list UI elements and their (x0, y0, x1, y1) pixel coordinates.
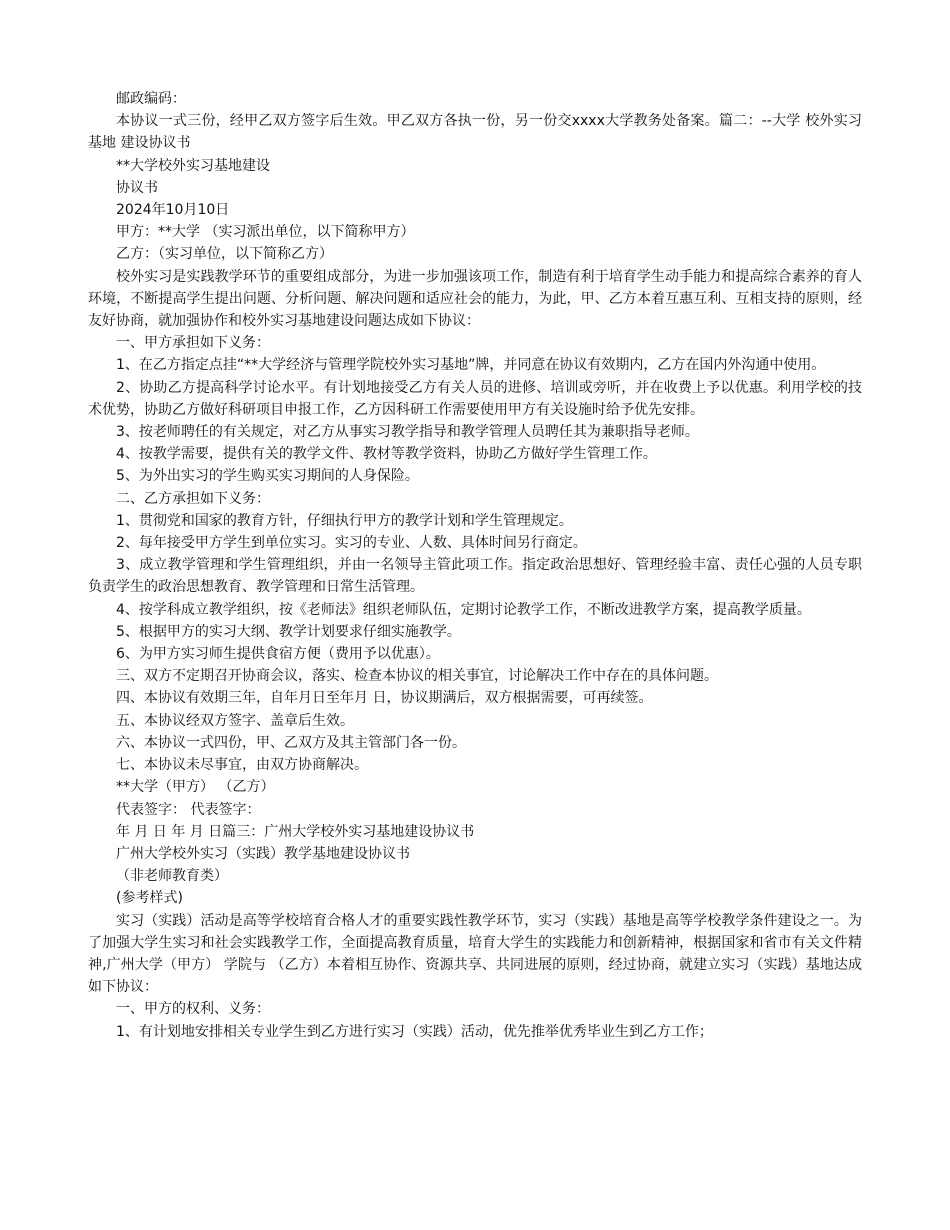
paragraph: **大学校外实习基地建设 (116, 157, 270, 174)
paragraph: 七、本协议未尽事宜，由双方协商解决。 (116, 757, 368, 774)
paragraph: 一、甲方承担如下义务： (116, 335, 270, 352)
paragraph: 实习（实践）活动是高等学校培育合格人才的重要实践性教学环节，实习（实践）基地是高等学校教学条件建设之一。为了加强大学生实习和社会实践教学工作，全面提高教育质量，培育大学生的实践能力和创新精神，根据国家和省市有关文件精神,广州大学（甲方） 学院与 （乙方）本着相互协作、资源共享、共同进展的原则，经过协商，就建立实习（实践）基地达成如下协议： (88, 912, 862, 996)
paragraph: 五、本协议经双方签字、盖章后生效。 (116, 712, 354, 729)
paragraph: 六、本协议一式四份，甲、乙双方及其主管部门各一份。 (116, 734, 466, 751)
paragraph: 广州大学校外实习（实践）教学基地建设协议书 (116, 845, 410, 862)
paragraph: 1、有计划地安排相关专业学生到乙方进行实习（实践）活动，优先推举优秀毕业生到乙方工作； (116, 1023, 713, 1040)
paragraph: 4、按教学需要，提供有关的教学文件、教材等教学资料，协助乙方做好学生管理工作。 (116, 446, 657, 463)
paragraph: 3、按老师聘任的有关规定，对乙方从事实习教学指导和教学管理人员聘任其为兼职指导老师。 (116, 424, 699, 441)
paragraph: 2、协助乙方提高科学讨论水平。有计划地接受乙方有关人员的进修、培训或旁听，并在收费上予以优惠。利用学校的技术优势，协助乙方做好科研项目申报工作，乙方因科研工作需要使用甲方有关设施时给予优先安排。 (88, 379, 862, 418)
paragraph: **大学（甲方） （乙方） (116, 779, 275, 796)
paragraph: (参考样式) (116, 890, 183, 907)
paragraph: 5、为外出实习的学生购买实习期间的人身保险。 (116, 468, 419, 485)
paragraph: 三、双方不定期召开协商会议，落实、检查本协议的相关事宜，讨论解决工作中存在的具体问题。 (116, 668, 718, 685)
paragraph: 2、每年接受甲方学生到单位实习。实习的专业、人数、具体时间另行商定。 (116, 535, 587, 552)
paragraph: 1、在乙方指定点挂“**大学经济与管理学院校外实习基地”牌，并同意在协议有效期内，乙方在国内外沟通中使用。 (116, 357, 826, 374)
paragraph: 甲方：**大学 （实习派出单位，以下简称甲方） (116, 224, 415, 241)
paragraph: 1、贯彻党和国家的教育方针，仔细执行甲方的教学计划和学生管理规定。 (116, 512, 573, 529)
paragraph: 一、甲方的权利、义务： (116, 1001, 270, 1018)
paragraph: 二、乙方承担如下义务： (116, 490, 270, 507)
paragraph: 代表签字： 代表签字： (116, 801, 261, 818)
paragraph: 3、成立教学管理和学生管理组织，并由一名领导主管此项工作。指定政治思想好、管理经验丰富、责任心强的人员专职负责学生的政治思想教育、教学管理和日常生活管理。 (88, 557, 862, 596)
paragraph: 邮政编码： (116, 91, 186, 107)
paragraph: 5、根据甲方的实习大纲、教学计划要求仔细实施教学。 (116, 623, 461, 640)
paragraph: （非老师教育类） (116, 868, 228, 885)
paragraph: 校外实习是实践教学环节的重要组成部分，为进一步加强该项工作，制造有利于培育学生动手能力和提高综合素养的育人环境，不断提高学生提出问题、分析问题、解决问题和适应社会的能力，为此，甲、乙方本着互惠互利、互相支持的原则，经友好协商，就加强协作和校外实习基地建设问题达成如下协议： (88, 268, 862, 330)
paragraph: 2024年10月10日 (116, 202, 230, 219)
paragraph: 本协议一式三份，经甲乙双方签字后生效。甲乙双方各执一份，另一份交xxxx大学教务处备案。篇二：--大学 校外实习基地 建设协议书 (88, 113, 862, 152)
paragraph: 年 月 日 年 月 日篇三：广州大学校外实习基地建设协议书 (116, 823, 475, 840)
paragraph: 乙方：（实习单位，以下简称乙方） (116, 246, 333, 263)
paragraph: 四、本协议有效期三年，自年月日至年月 日，协议期满后，双方根据需要，可再续签。 (116, 690, 653, 707)
paragraph: 协议书 (116, 179, 158, 196)
paragraph: 6、为甲方实习师生提供食宿方便（费用予以优惠）。 (116, 646, 440, 663)
paragraph: 4、按学科成立教学组织，按《老师法》组织老师队伍，定期讨论教学工作，不断改进教学方案，提高教学质量。 (116, 601, 811, 618)
